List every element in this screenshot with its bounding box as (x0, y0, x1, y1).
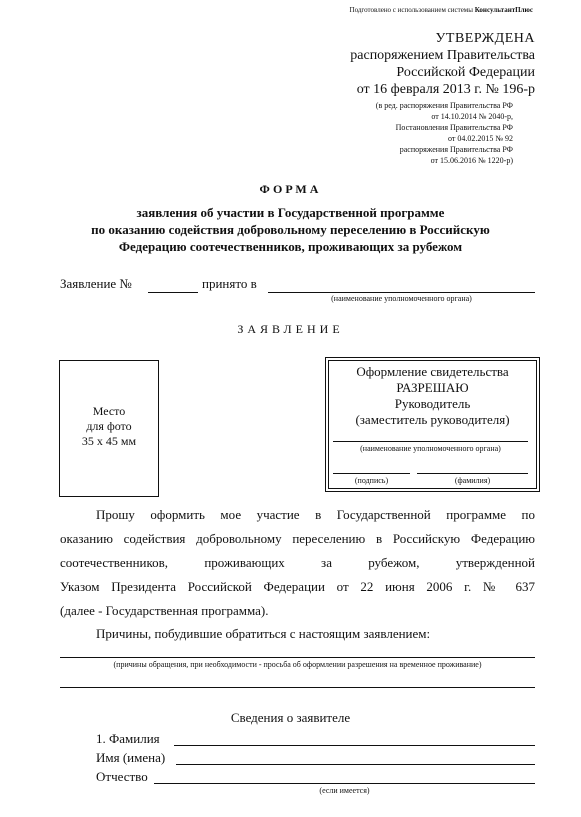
accepted-label: принято в (202, 276, 257, 291)
patronymic-caption: (если имеется) (319, 786, 370, 795)
photo-caption-line: 35 х 45 мм (81, 434, 137, 448)
statement-number-field[interactable] (148, 292, 198, 293)
authority-field[interactable] (268, 292, 535, 293)
edits-line: распоряжения Правительства РФ (399, 145, 513, 154)
stamp-line: Оформление свидетельства (356, 364, 509, 379)
reasons-label: Причины, побудившие обратиться с настоящим заявлением: (96, 626, 431, 641)
stamp-line: (заместитель руководителя) (355, 412, 510, 427)
reasons-caption: (причины обращения, при необходимости - просьба об оформлении разрешения на временное проживание) (113, 660, 482, 669)
photo-caption-line: для фото (86, 419, 132, 433)
request-line: оказанию содействия добровольному переселению в Российскую Федерацию (60, 531, 535, 546)
form-subtitle-line: заявления об участии в Государственной программе (136, 205, 445, 220)
reasons-field[interactable] (60, 657, 535, 658)
photo-caption (59, 404, 159, 449)
request-paragraph (60, 503, 535, 623)
edits-line: (в ред. распоряжения Правительства РФ (375, 101, 513, 110)
edits-line: от 14.10.2014 № 2040-р, (431, 112, 513, 121)
surname-label: 1. Фамилия (96, 731, 160, 746)
patronymic-field[interactable] (154, 783, 535, 784)
approval-line-3: от 16 февраля 2013 г. № 196-р (356, 82, 535, 97)
edits-line: от 15.06.2016 № 1220-р) (430, 156, 513, 165)
request-line: Прошу оформить мое участие в Государственной программе по (96, 507, 535, 522)
approval-line-2: Российской Федерации (396, 65, 535, 80)
edits-line: от 04.02.2015 № 92 (447, 134, 513, 143)
prepared-note (350, 6, 533, 14)
approval-title: УТВЕРЖДЕНА (435, 31, 535, 46)
applicant-section-title: Сведения о заявителе (230, 710, 351, 725)
form-title: ФОРМА (259, 182, 322, 196)
stamp-surname-field[interactable] (417, 473, 528, 474)
stamp-surname-caption: (фамилия) (454, 476, 491, 485)
stamp-line: РАЗРЕШАЮ (396, 380, 469, 395)
reasons-field-2[interactable] (60, 687, 535, 688)
prepared-brand: КонсультантПлюс (474, 6, 533, 14)
approval-line-1: распоряжением Правительства (350, 48, 535, 63)
form-subtitle-line: по оказанию содействия добровольному переселению в Российскую (91, 222, 490, 237)
statement-number-label: Заявление № (60, 276, 132, 291)
patronymic-label: Отчество (96, 769, 148, 784)
form-subtitle-line: Федерацию соотечественников, проживающих за рубежом (118, 239, 463, 254)
edits-block (313, 100, 513, 166)
prepared-prefix: Подготовлено с использованием системы (349, 6, 475, 14)
photo-caption-line: Место (92, 404, 126, 418)
statement-title: ЗАЯВЛЕНИЕ (237, 322, 344, 336)
name-field[interactable] (176, 764, 535, 765)
stamp-line: Руководитель (394, 396, 471, 411)
surname-field[interactable] (174, 745, 535, 746)
stamp-signature-field[interactable] (333, 473, 410, 474)
request-line: Указом Президента Российской Федерации от 22 июня 2006 г. № 637 (60, 579, 535, 594)
request-line: (далее - Государственная программа). (60, 603, 269, 618)
stamp-signature-caption: (подпись) (354, 476, 389, 485)
approval-block (295, 30, 535, 98)
request-line: соотечественников, проживающих за рубежом, утвержденной (60, 555, 535, 570)
name-label: Имя (имена) (96, 750, 166, 765)
stamp-org-caption: (наименование уполномоченного органа) (360, 444, 501, 453)
stamp-org-field[interactable] (333, 441, 528, 442)
approval-stamp-text (328, 364, 537, 428)
edits-line: Постановления Правительства РФ (395, 123, 513, 132)
form-subtitle (60, 204, 521, 255)
authority-caption: (наименование уполномоченного органа) (331, 294, 472, 303)
